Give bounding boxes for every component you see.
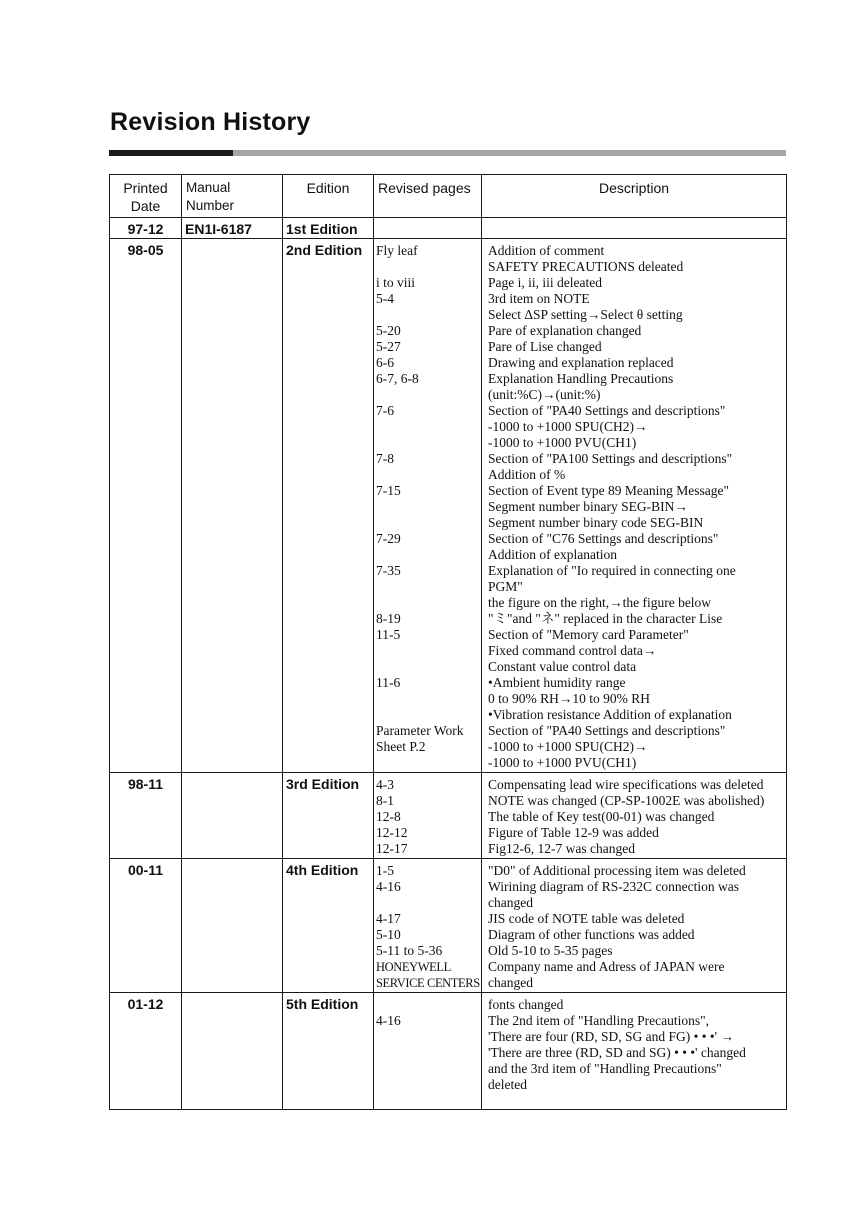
description-line: Figure of Table 12-9 was added — [488, 825, 659, 840]
description-line: Diagram of other functions was added — [488, 927, 695, 942]
description-line: -1000 to +1000 SPU(CH2)→ — [488, 739, 648, 754]
description-line: JIS code of NOTE table was deleted — [488, 911, 685, 926]
manual-number-cell — [182, 239, 283, 773]
description-line: Page i, ii, iii deleated — [488, 275, 602, 290]
revised-page-line — [376, 515, 481, 531]
revised-page-line: 1-5 — [376, 863, 394, 878]
description-line: 0 to 90% RH→10 to 90% RH — [488, 691, 650, 706]
description-line: •Ambient humidity range — [488, 675, 626, 690]
description-line: Section of "Memory card Parameter" — [488, 627, 689, 642]
header-description: Description — [482, 175, 787, 218]
revised-page-line: 5-27 — [376, 339, 401, 354]
header-printed-date — [110, 175, 182, 218]
revised-page-line — [376, 1077, 481, 1093]
revised-page-line — [376, 895, 481, 911]
revised-page-line — [376, 1061, 481, 1077]
printed-date-cell: 00-11 — [110, 859, 182, 993]
description-line: -1000 to +1000 PVU(CH1) — [488, 755, 637, 770]
revised-page-line: 7-15 — [376, 483, 401, 498]
description-line: Old 5-10 to 5-35 pages — [488, 943, 613, 958]
table-row — [110, 993, 787, 1110]
description-line: Section of "PA100 Settings and descriptions" — [488, 451, 733, 466]
revision-table — [109, 174, 787, 1110]
revised-page-line — [376, 659, 481, 675]
description-line: Addition of comment — [488, 243, 605, 258]
revised-pages-cell — [374, 218, 482, 239]
page-title: Revision History — [110, 108, 311, 136]
revised-page-line — [376, 1093, 481, 1109]
revised-page-line: 7-6 — [376, 403, 394, 418]
description-line: "ミ"and "ネ" replaced in the character Lise — [488, 611, 723, 626]
revised-page-line: 7-29 — [376, 531, 401, 546]
manual-number-cell — [182, 773, 283, 859]
revised-page-line: Parameter Work — [376, 723, 464, 738]
description-line: Pare of Lise changed — [488, 339, 602, 354]
header-manual-number: Manual Number — [182, 175, 283, 218]
revised-page-line — [376, 419, 481, 435]
description-cell — [482, 773, 787, 859]
description-line: Section of "PA40 Settings and descriptions" — [488, 723, 726, 738]
revised-page-line: 5-4 — [376, 291, 394, 306]
printed-date-cell: 97-12 — [110, 218, 182, 239]
description-line: Explanation Handling Precautions — [488, 371, 674, 386]
revised-page-line — [376, 595, 481, 611]
revised-page-line — [376, 643, 481, 659]
revised-page-line: 8-19 — [376, 611, 401, 626]
revised-page-line — [376, 499, 481, 515]
description-line: Explanation of "Io required in connecting one — [488, 563, 736, 578]
header-printed-date-line2: Date — [130, 198, 161, 214]
description-line: Fixed command control data→ — [488, 643, 657, 658]
revised-page-line — [376, 1029, 481, 1045]
table-row — [110, 773, 787, 859]
description-line: PGM" — [488, 579, 523, 594]
description-line: The table of Key test(00-01) was changed — [488, 809, 715, 824]
description-line: Wirining diagram of RS-232C connection was — [488, 879, 740, 894]
revised-page-line — [376, 579, 481, 595]
manual-number-cell — [182, 993, 283, 1110]
description-line: Segment number binary code SEG-BIN — [488, 515, 704, 530]
revised-pages-cell — [374, 773, 482, 859]
header-printed-date-line1: Printed — [123, 180, 168, 196]
description-line: •Vibration resistance Addition of explanation — [488, 707, 732, 722]
description-line: "D0" of Additional processing item was deleted — [488, 863, 746, 878]
edition-cell: 5th Edition — [283, 993, 374, 1110]
table-row — [110, 239, 787, 773]
revised-page-line — [376, 755, 481, 771]
revised-page-line: 5-11 to 5-36 — [376, 943, 443, 958]
revised-page-line: 4-16 — [376, 1013, 401, 1028]
revised-page-line — [376, 435, 481, 451]
revised-page-line: 7-8 — [376, 451, 394, 466]
printed-date-cell: 01-12 — [110, 993, 182, 1110]
revised-page-line: 4-16 — [376, 879, 401, 894]
description-line: 'There are three (RD, SD and SG) • • •' changed — [488, 1045, 746, 1060]
revised-page-line — [376, 259, 481, 275]
description-line: Compensating lead wire specifications was deleted — [488, 777, 764, 792]
revised-page-line — [376, 387, 481, 403]
description-line: (unit:%C)→(unit:%) — [488, 387, 601, 402]
description-line: The 2nd item of "Handling Precautions", — [488, 1013, 709, 1028]
description-line: the figure on the right,→the figure below — [488, 595, 712, 610]
description-line: fonts changed — [488, 997, 564, 1012]
revised-page-line: 4-17 — [376, 911, 401, 926]
description-line: Drawing and explanation replaced — [488, 355, 674, 370]
revised-page-line: 11-5 — [376, 627, 401, 642]
revised-page-line: 11-6 — [376, 675, 401, 690]
revised-page-line — [376, 997, 481, 1013]
description-line: 3rd item on NOTE — [488, 291, 590, 306]
description-line: Addition of % — [488, 467, 566, 482]
edition-cell: 4th Edition — [283, 859, 374, 993]
edition-cell: 3rd Edition — [283, 773, 374, 859]
description-line: Pare of explanation changed — [488, 323, 642, 338]
revised-page-line: 5-10 — [376, 927, 401, 942]
revised-page-line — [376, 707, 481, 723]
description-line: -1000 to +1000 SPU(CH2)→ — [488, 419, 648, 434]
revised-page-line: i to viii — [376, 275, 416, 290]
revised-page-line: Fly leaf — [376, 243, 418, 258]
table-body — [110, 218, 787, 1110]
description-cell — [482, 859, 787, 993]
revised-page-line: HONEYWELL — [376, 960, 451, 974]
manual-number-cell — [182, 859, 283, 993]
description-cell — [482, 993, 787, 1110]
printed-date-cell: 98-11 — [110, 773, 182, 859]
description-line: Segment number binary SEG-BIN→ — [488, 499, 688, 514]
description-line: Company name and Adress of JAPAN were — [488, 959, 725, 974]
description-line: -1000 to +1000 PVU(CH1) — [488, 435, 637, 450]
header-row — [110, 175, 787, 218]
description-line: and the 3rd item of "Handling Precautions" — [488, 1061, 722, 1076]
revised-page-line: 8-1 — [376, 793, 394, 808]
revised-page-line: 12-12 — [376, 825, 408, 840]
header-revised-pages: Revised pages — [374, 175, 482, 218]
revised-page-line: Sheet P.2 — [376, 739, 426, 754]
description-cell — [482, 239, 787, 773]
revised-page-line — [376, 307, 481, 323]
revised-page-line: 12-8 — [376, 809, 401, 824]
revised-page-line: 4-3 — [376, 777, 394, 792]
title-rule-light — [233, 150, 786, 156]
revised-page-line — [376, 547, 481, 563]
description-line: Addition of explanation — [488, 547, 617, 562]
revised-pages-cell — [374, 859, 482, 993]
revised-page-line: 6-6 — [376, 355, 394, 370]
revised-page-line: 6-7, 6-8 — [376, 371, 419, 386]
revised-page-line: 7-35 — [376, 563, 401, 578]
revised-page-line: 12-17 — [376, 841, 408, 856]
header-edition: Edition — [283, 175, 374, 218]
description-line: Select ΔSP setting→Select θ setting — [488, 307, 683, 322]
revised-page-line — [376, 691, 481, 707]
description-line: deleted — [488, 1077, 527, 1092]
description-line: 'There are four (RD, SD, SG and FG) • • •' → — [488, 1029, 734, 1044]
table-row — [110, 218, 787, 239]
description-line: changed — [488, 895, 533, 910]
description-line: SAFETY PRECAUTIONS deleated — [488, 259, 684, 274]
description-line: Fig12-6, 12-7 was changed — [488, 841, 635, 856]
manual-number-cell: EN1I-6187 — [182, 218, 283, 239]
description-line: changed — [488, 975, 533, 990]
edition-cell: 2nd Edition — [283, 239, 374, 773]
printed-date-cell: 98-05 — [110, 239, 182, 773]
description-line: Section of "PA40 Settings and descriptions" — [488, 403, 726, 418]
revised-page-line — [376, 467, 481, 483]
revised-page-line: 5-20 — [376, 323, 401, 338]
description-line: Constant value control data — [488, 659, 637, 674]
revised-pages-cell — [374, 239, 482, 773]
revised-pages-cell — [374, 993, 482, 1110]
description-cell — [482, 218, 787, 239]
title-rule-dark — [109, 150, 233, 156]
revised-page-line: SERVICE CENTERS — [376, 976, 480, 990]
revised-page-line — [376, 1045, 481, 1061]
description-line: NOTE was changed (CP-SP-1002E was abolished) — [488, 793, 765, 808]
description-line: Section of Event type 89 Meaning Message" — [488, 483, 729, 498]
table-row — [110, 859, 787, 993]
edition-cell: 1st Edition — [283, 218, 374, 239]
description-line: Section of "C76 Settings and descriptions" — [488, 531, 719, 546]
